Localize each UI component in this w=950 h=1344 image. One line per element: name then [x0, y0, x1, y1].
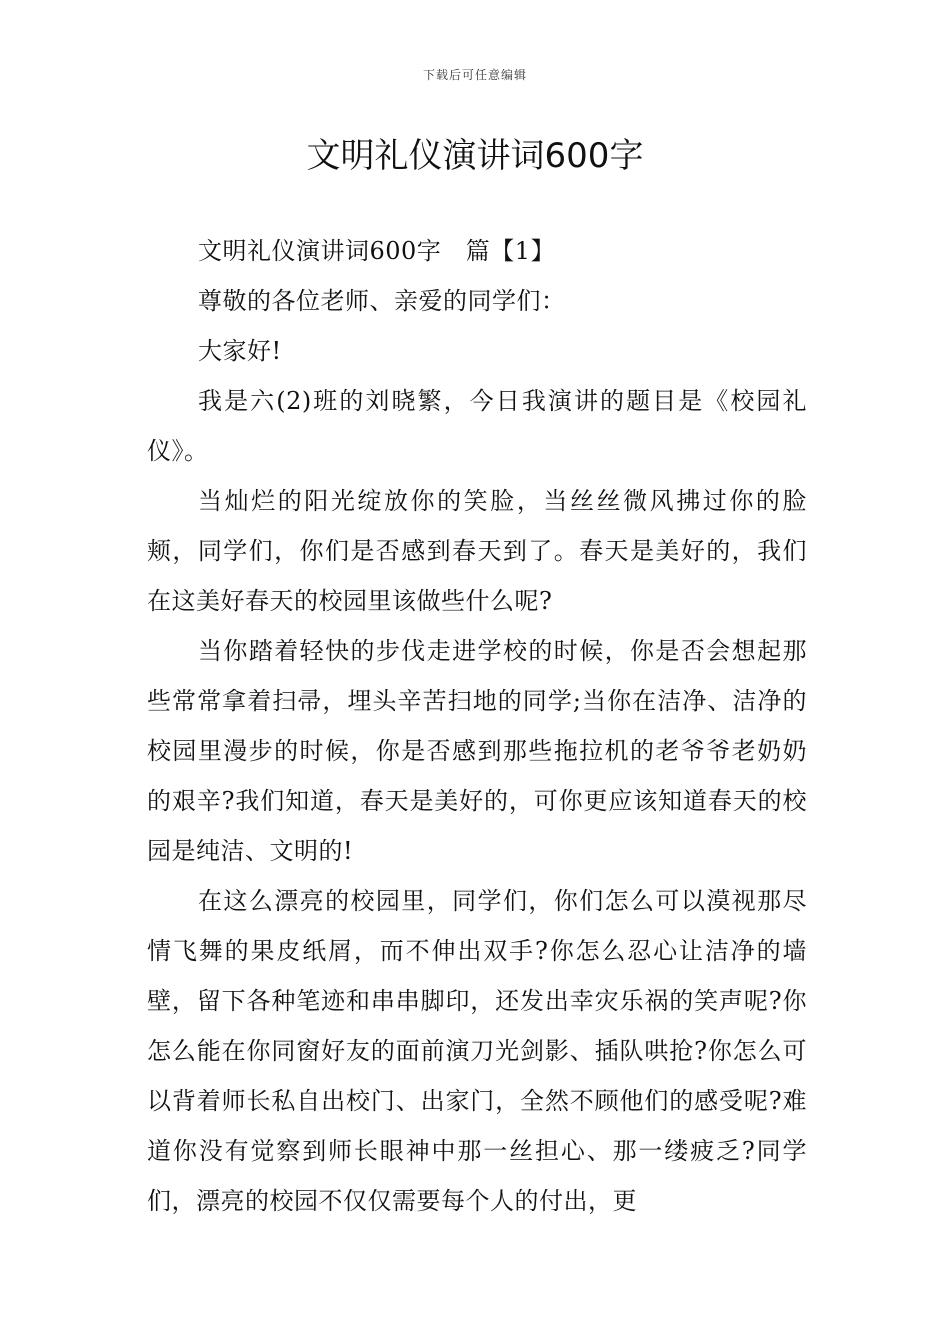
header-note: 下载后可任意编辑 [422, 68, 527, 82]
body-paragraph: 当你踏着轻快的步伐走进学校的时候，你是否会想起那些常常拿着扫帚，埋头辛苦扫地的同学;当你在洁净、洁净的校园里漫步的时候，你是否感到那些拖拉机的老爷爷老奶奶的艰辛?我们知道，春天是美好的，可你更应该知道春天的校园是纯洁、文明的! [147, 637, 807, 865]
greeting: 大家好! [198, 337, 282, 365]
salutation: 尊敬的各位老师、亲爱的同学们： [198, 287, 566, 315]
body-paragraph: 我是六(2)班的刘晓繁，今日我演讲的题目是《校园礼仪》。 [147, 387, 807, 465]
document-body [147, 226, 807, 1226]
section-heading: 文明礼仪演讲词600字 篇【1】 [198, 237, 556, 265]
document-title: 文明礼仪演讲词600字 [306, 136, 644, 176]
body-paragraph: 在这么漂亮的校园里，同学们，你们怎么可以漠视那尽情飞舞的果皮纸屑，而不伸出双手?你怎么忍心让洁净的墙壁，留下各种笔迹和串串脚印，还发出幸灾乐祸的笑声呢?你怎么能在你同窗好友的面前演刀光剑影、插队哄抢?你怎么可以背着师长私自出校门、出家门，全然不顾他们的感受呢?难道你没有觉察到师长眼神中那一丝担心、那一缕疲乏?同学们，漂亮的校园不仅仅需要每个人的付出，更 [147, 887, 807, 1215]
body-paragraph: 当灿烂的阳光绽放你的笑脸，当丝丝微风拂过你的脸颊，同学们，你们是否感到春天到了。春天是美好的，我们在这美好春天的校园里该做些什么呢? [147, 487, 807, 615]
